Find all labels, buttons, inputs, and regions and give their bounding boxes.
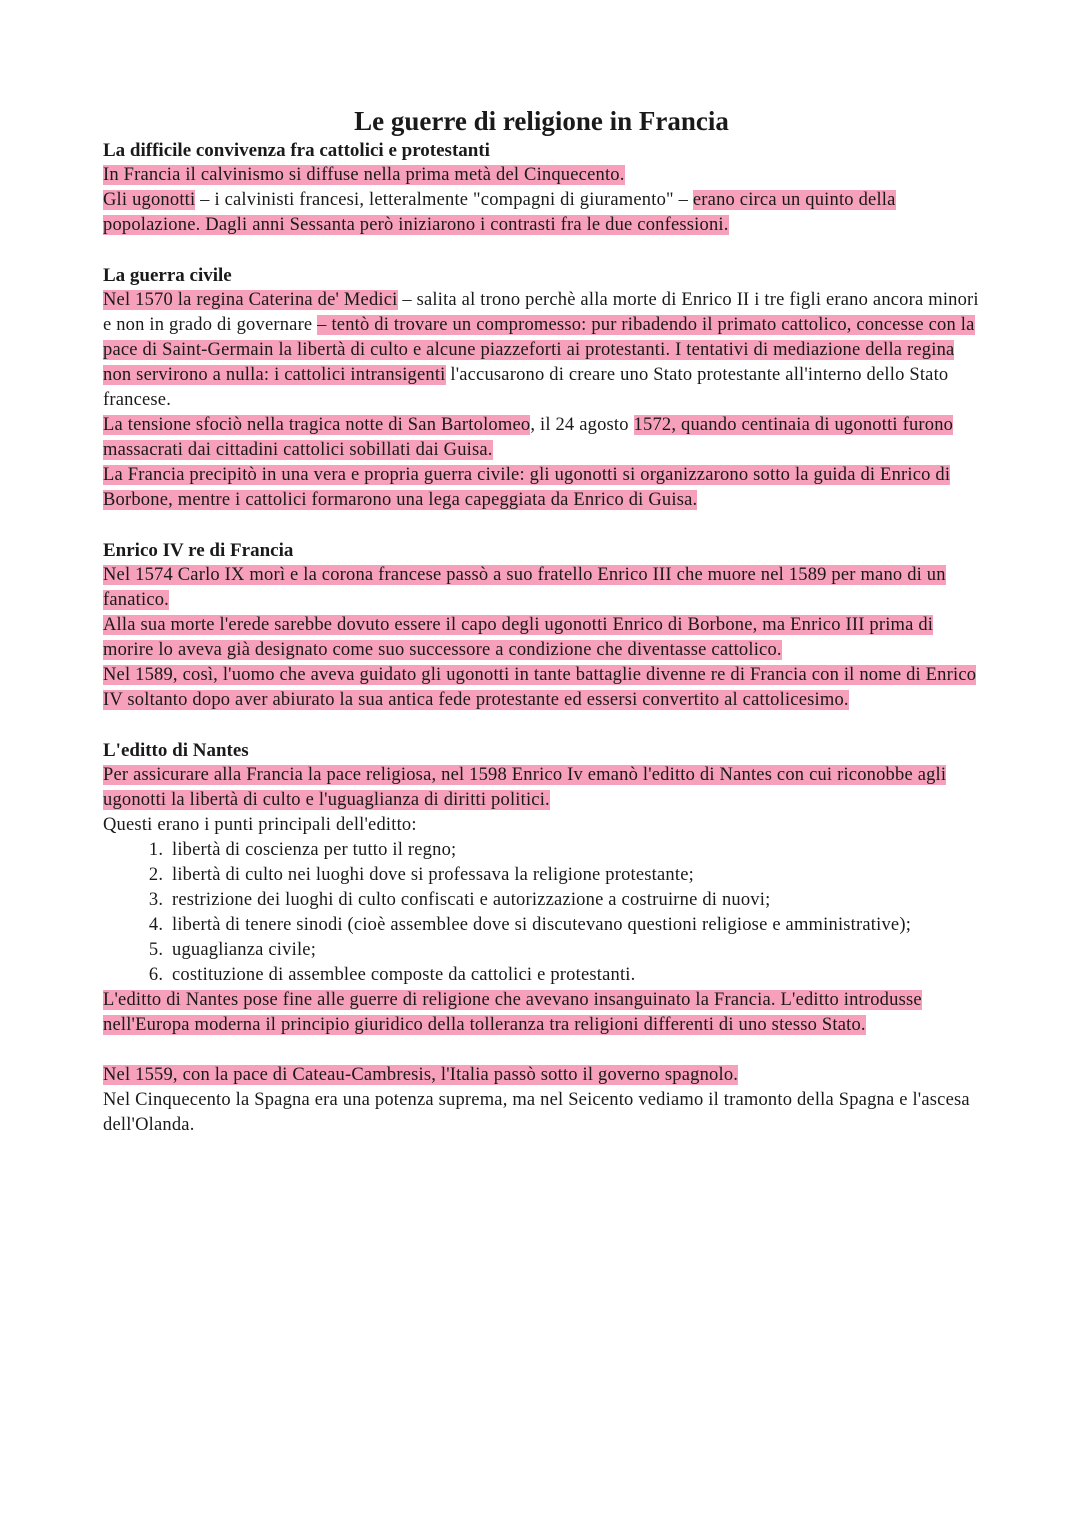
list-item: 5. uguaglianza civile; bbox=[168, 938, 980, 963]
section-heading-editto-nantes: L'editto di Nantes bbox=[103, 740, 249, 761]
paragraph: Questi erano i punti principali dell'editto: bbox=[103, 815, 417, 835]
paragraph bbox=[103, 413, 980, 463]
section-heading-guerra-civile: La guerra civile bbox=[103, 265, 232, 286]
highlighted-text: 1572, quando centinaia di ugonotti furono massacrati dai cittadini cattolici sobillati dai Guisa. bbox=[103, 415, 954, 460]
section-heading-convivenza: La difficile convivenza fra cattolici e protestanti bbox=[103, 140, 490, 161]
highlighted-text: Nel 1570 la regina Caterina de' Medici bbox=[103, 290, 398, 310]
plain-text: l'accusarono di creare uno Stato protestante all'interno dello Stato francese. bbox=[103, 365, 949, 410]
highlighted-text: Nel 1559, con la pace di Cateau-Cambresis, l'Italia passò sotto il governo spagnolo. bbox=[103, 1065, 739, 1085]
plain-text: – i calvinisti francesi, letteralmente "compagni di giuramento" – bbox=[195, 190, 693, 210]
list-item: 1. libertà di coscienza per tutto il regno; bbox=[168, 838, 980, 863]
highlighted-text: La Francia precipitò in una vera e propria guerra civile: gli ugonotti si organizzarono sotto la guida di Enrico di Borbone, mentre i cattolici formarono una lega capeggiata da Enrico di Guisa. bbox=[103, 465, 951, 510]
page-title: Le guerre di religione in Francia bbox=[354, 106, 729, 136]
paragraph: Nel Cinquecento la Spagna era una potenza suprema, ma nel Seicento vediamo il tramonto della Spagna e l'ascesa dell'Olanda. bbox=[103, 1090, 970, 1135]
highlighted-text: – tentò di trovare un compromesso: pur ribadendo il primato cattolico, concesse con la pace di Saint-Germain la libertà di culto e alcune piazzeforti ai protestanti. I tentativi di mediazione della regina non servirono a nulla: i cattolici intransigenti bbox=[103, 315, 975, 385]
list-item: 4. libertà di tenere sinodi (cioè assemblee dove si discutevano questioni religiose e amministrative); bbox=[168, 913, 980, 938]
paragraph bbox=[103, 288, 980, 413]
highlighted-text: La tensione sfociò nella tragica notte di San Bartolomeo bbox=[103, 415, 531, 435]
paragraph bbox=[103, 613, 980, 663]
highlighted-text: Nel 1589, così, l'uomo che aveva guidato gli ugonotti in tante battaglie divenne re di Francia con il nome di Enrico IV soltanto dopo aver abiurato la sua antica fede protestante ed essersi convertito al cattolicesimo. bbox=[103, 665, 977, 710]
list-item: 2. libertà di culto nei luoghi dove si professava la religione protestante; bbox=[168, 863, 980, 888]
paragraph bbox=[103, 163, 980, 188]
highlighted-text: Nel 1574 Carlo IX morì e la corona francese passò a suo fratello Enrico III che muore nel 1589 per mano di un fanatico. bbox=[103, 565, 946, 610]
highlighted-text: In Francia il calvinismo si diffuse nella prima metà del Cinquecento. bbox=[103, 165, 625, 185]
plain-text: , il 24 agosto bbox=[530, 415, 634, 435]
paragraph bbox=[103, 188, 980, 238]
highlighted-text: Per assicurare alla Francia la pace religiosa, nel 1598 Enrico Iv emanò l'editto di Nantes con cui riconobbe agli ugonotti la libertà di culto e l'uguaglianza di diritti politici. bbox=[103, 765, 947, 810]
paragraph bbox=[103, 988, 980, 1038]
list-item: 3. restrizione dei luoghi di culto confiscati e autorizzazione a costruirne di nuovi; bbox=[168, 888, 980, 913]
highlighted-text: Gli ugonotti bbox=[103, 190, 196, 210]
paragraph bbox=[103, 563, 980, 613]
highlighted-text: erano circa un quinto della popolazione. Dagli anni Sessanta però iniziarono i contrasti fra le due confessioni. bbox=[103, 190, 896, 235]
paragraph bbox=[103, 463, 980, 513]
edict-points-list bbox=[103, 838, 980, 988]
highlighted-text: L'editto di Nantes pose fine alle guerre di religione che avevano insanguinato la Francia. L'editto introdusse nell'Europa moderna il principio giuridico della tolleranza tra religioni differenti di uno stesso Stato. bbox=[103, 990, 922, 1035]
section-heading-enrico-iv: Enrico IV re di Francia bbox=[103, 540, 294, 561]
paragraph bbox=[103, 1063, 980, 1088]
paragraph bbox=[103, 663, 980, 713]
highlighted-text: Alla sua morte l'erede sarebbe dovuto essere il capo degli ugonotti Enrico di Borbone, ma Enrico III prima di morire lo aveva già designato come suo successore a condizione che diventasse cattolico. bbox=[103, 615, 934, 660]
plain-text: – salita al trono perchè alla morte di Enrico II i tre figli erano ancora minori e non in grado di governare bbox=[103, 290, 979, 335]
list-item: 6. costituzione di assemblee composte da cattolici e protestanti. bbox=[168, 963, 980, 988]
paragraph bbox=[103, 763, 980, 813]
